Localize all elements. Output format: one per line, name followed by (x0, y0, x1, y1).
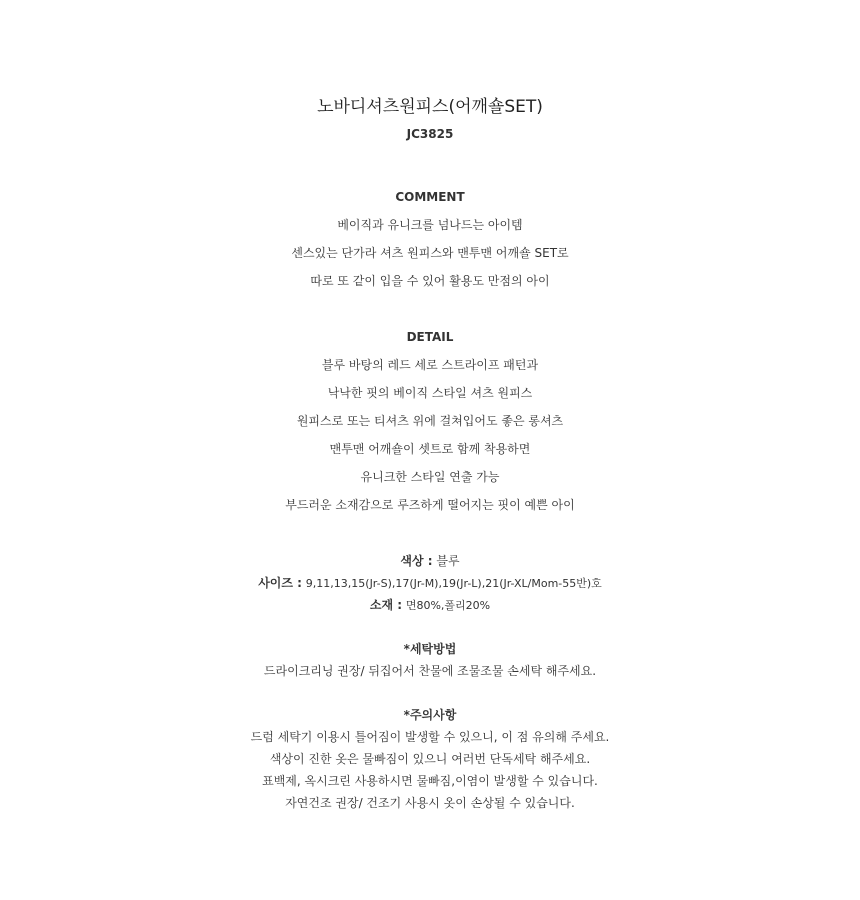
comment-line: 따로 또 같이 입을 수 있어 활용도 만점의 아이 (310, 274, 550, 288)
product-code: JC3825 (406, 127, 454, 141)
size-value: 9,11,13,15(Jr-S),17(Jr-M),19(Jr-L),21(Jr-XL/Mom-55반)호 (305, 577, 602, 590)
material-spec (0, 599, 860, 611)
detail-line: 부드러운 소재감으로 루즈하게 떨어지는 핏이 예쁜 아이 (285, 498, 575, 512)
detail-line: 원피스로 또는 티셔츠 위에 걸쳐입어도 좋은 롱셔츠 (296, 414, 564, 428)
detail-line: 블루 바탕의 레드 세로 스트라이프 패턴과 (321, 358, 539, 372)
comment-heading: COMMENT (395, 190, 465, 204)
color-label: 색상 : (400, 554, 433, 568)
comment-line: 베이직과 유니크를 넘나드는 아이템 (337, 218, 523, 232)
detail-line: 맨투맨 어깨숄이 셋트로 함께 착용하면 (329, 442, 531, 456)
size-spec (0, 577, 860, 589)
washing-heading: *세탁방법 (403, 642, 457, 656)
caution-heading: *주의사항 (403, 708, 457, 722)
color-spec (0, 555, 860, 567)
detail-line: 유니크한 스타일 연출 가능 (360, 470, 500, 484)
caution-line: 표백제, 옥시크린 사용하시면 물빠짐,이염이 발생할 수 있습니다. (262, 774, 598, 788)
caution-line: 드럼 세탁기 이용시 틀어짐이 발생할 수 있으니, 이 점 유의해 주세요. (250, 730, 610, 744)
product-title: 노바디셔츠원피스(어깨숄SET) (317, 97, 543, 117)
material-value: 면80%,폴리20% (405, 599, 491, 612)
detail-heading: DETAIL (406, 330, 454, 344)
caution-line: 색상이 진한 옷은 물빠짐이 있으니 여러번 단독세탁 해주세요. (269, 752, 591, 766)
color-value: 블루 (436, 554, 460, 568)
size-label: 사이즈 : (258, 576, 302, 590)
washing-text: 드라이크리닝 권장/ 뒤집어서 찬물에 조물조물 손세탁 해주세요. (263, 664, 597, 678)
detail-line: 낙낙한 핏의 베이직 스타일 셔츠 원피스 (327, 386, 533, 400)
caution-line: 자연건조 권장/ 건조기 사용시 옷이 손상될 수 있습니다. (285, 796, 575, 810)
material-label: 소재 : (369, 598, 403, 612)
comment-line: 센스있는 단가라 셔츠 원피스와 맨투맨 어깨숄 SET로 (291, 246, 569, 260)
